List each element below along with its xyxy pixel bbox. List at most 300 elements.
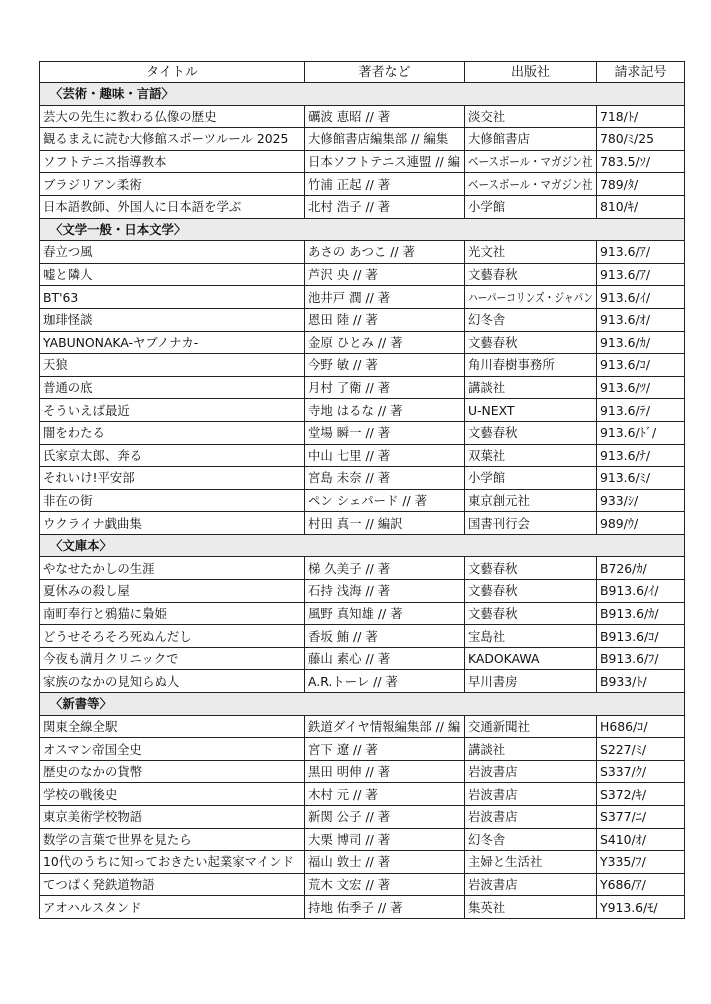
publisher-cell (465, 670, 597, 693)
call-number-cell (597, 173, 685, 196)
call-number-text: 913.6/ﾂ/ (600, 380, 651, 396)
call-number-cell (597, 421, 685, 444)
call-number-text: Y913.6/ﾓ/ (600, 899, 658, 915)
call-number-cell (597, 354, 685, 377)
table-row (40, 150, 685, 173)
call-number-text: B933/ﾄ/ (600, 673, 647, 689)
title-cell (40, 557, 305, 580)
publisher-cell (465, 150, 597, 173)
author-cell (305, 489, 465, 512)
section-name: 〈文学一般・日本文学〉 (40, 218, 685, 241)
author-text: 宮下 遼 // 著 (308, 741, 378, 757)
title-text: 今夜も満月クリニックで (43, 651, 179, 667)
header-publisher: 出版社 (465, 62, 597, 83)
publisher-cell (465, 647, 597, 670)
call-number-cell (597, 467, 685, 490)
table-row (40, 851, 685, 874)
author-cell (305, 806, 465, 829)
author-cell (305, 354, 465, 377)
author-cell (305, 421, 465, 444)
author-cell (305, 760, 465, 783)
author-text: 木村 元 // 著 (308, 786, 378, 802)
title-cell (40, 241, 305, 264)
title-text: ソフトテニス指導教本 (43, 154, 167, 170)
title-text: 氏家京太郎、奔る (43, 447, 143, 463)
call-number-text: 913.6/ｱ/ (600, 267, 651, 283)
title-cell (40, 602, 305, 625)
title-cell (40, 376, 305, 399)
call-number-cell (597, 195, 685, 218)
publisher-text: 文藝春秋 (468, 605, 518, 621)
title-text: それいけ!平安部 (43, 470, 135, 486)
title-text: 天狼 (43, 357, 68, 373)
publisher-cell (465, 580, 597, 603)
author-cell (305, 105, 465, 128)
author-text: 芦沢 央 // 著 (308, 267, 378, 283)
call-number-text: 913.6/ﾃ/ (600, 402, 651, 418)
title-text: YABUNONAKA-ヤブノナカ- (43, 334, 199, 350)
author-text: ペン シェパード // 著 (308, 492, 428, 508)
call-number-cell (597, 512, 685, 535)
call-number-cell (597, 625, 685, 648)
call-number-cell (597, 128, 685, 151)
publisher-cell (465, 512, 597, 535)
author-text: 石持 浅海 // 著 (308, 583, 391, 599)
author-cell (305, 670, 465, 693)
call-number-cell (597, 489, 685, 512)
publisher-cell (465, 241, 597, 264)
title-text: 珈琲怪談 (43, 312, 93, 328)
section-header-row (40, 218, 685, 241)
author-text: A.R.トーレ // 著 (308, 673, 398, 689)
table-row (40, 806, 685, 829)
publisher-text: 文藝春秋 (468, 267, 518, 283)
title-cell (40, 354, 305, 377)
title-cell (40, 331, 305, 354)
author-cell (305, 308, 465, 331)
title-cell (40, 399, 305, 422)
publisher-cell (465, 354, 597, 377)
author-text: 金原 ひとみ // 著 (308, 334, 403, 350)
call-number-cell (597, 263, 685, 286)
table-row (40, 399, 685, 422)
call-number-text: 913.6/ﾐ/ (600, 470, 651, 486)
table-row (40, 512, 685, 535)
author-cell (305, 444, 465, 467)
title-cell (40, 286, 305, 309)
title-text: アオハルスタンド (43, 899, 142, 915)
call-number-text: S227/ﾐ/ (600, 741, 647, 757)
section-header-row (40, 534, 685, 557)
title-cell (40, 715, 305, 738)
publisher-text: 国書刊行会 (468, 515, 530, 531)
table-row (40, 376, 685, 399)
publisher-text: 文藝春秋 (468, 425, 518, 441)
publisher-cell (465, 195, 597, 218)
author-cell (305, 647, 465, 670)
call-number-cell (597, 399, 685, 422)
author-text: 日本ソフトテニス連盟 // 編 (308, 154, 461, 170)
author-text: 中山 七里 // 著 (308, 447, 391, 463)
author-cell (305, 241, 465, 264)
call-number-text: S410/ｵ/ (600, 831, 647, 847)
publisher-cell (465, 489, 597, 512)
author-text: 梯 久美子 // 著 (308, 560, 391, 576)
table-row (40, 444, 685, 467)
publisher-text: 東京創元社 (468, 492, 530, 508)
publisher-cell (465, 625, 597, 648)
title-text: 闇をわたる (43, 425, 105, 441)
publisher-text: 主婦と生活社 (468, 854, 543, 870)
publisher-cell (465, 263, 597, 286)
title-text: 非在の街 (43, 492, 93, 508)
table-row (40, 354, 685, 377)
call-number-cell (597, 715, 685, 738)
title-text: 10代のうちに知っておきたい起業家マインド (43, 854, 294, 870)
title-cell (40, 851, 305, 874)
table-row (40, 421, 685, 444)
author-text: 大修館書店編集部 // 編集 (308, 131, 449, 147)
publisher-text: 岩波書店 (468, 809, 518, 825)
table-row (40, 128, 685, 151)
table-row (40, 173, 685, 196)
author-text: 村田 真一 // 編訳 (308, 515, 403, 531)
call-number-text: 933/ｼ/ (600, 492, 639, 508)
publisher-cell (465, 467, 597, 490)
publisher-text: 集英社 (468, 899, 506, 915)
author-cell (305, 715, 465, 738)
title-cell (40, 263, 305, 286)
call-number-cell (597, 851, 685, 874)
author-cell (305, 873, 465, 896)
publisher-cell (465, 873, 597, 896)
author-text: 荒木 文宏 // 著 (308, 877, 391, 893)
call-number-cell (597, 331, 685, 354)
call-number-cell (597, 760, 685, 783)
author-text: 寺地 はるな // 著 (308, 402, 403, 418)
publisher-text: 大修館書店 (468, 131, 530, 147)
author-text: 堂場 瞬一 // 著 (308, 425, 391, 441)
publisher-text: 小学館 (468, 470, 506, 486)
author-text: 宮島 未奈 // 著 (308, 470, 391, 486)
call-number-cell (597, 896, 685, 919)
author-cell (305, 557, 465, 580)
table-row (40, 286, 685, 309)
table-row (40, 715, 685, 738)
title-text: 関東全線全駅 (43, 718, 118, 734)
title-text: 数学の言葉で世界を見たら (43, 831, 192, 847)
title-text: そういえば最近 (43, 402, 130, 418)
title-text: 東京美術学校物語 (43, 809, 143, 825)
title-cell (40, 128, 305, 151)
call-number-text: 810/ｷ/ (600, 199, 639, 215)
publisher-text: 幻冬舎 (468, 831, 506, 847)
publisher-cell (465, 760, 597, 783)
call-number-cell (597, 806, 685, 829)
author-cell (305, 128, 465, 151)
publisher-cell (465, 105, 597, 128)
publisher-text: ベースボール・マガジン社 (468, 176, 593, 192)
call-number-cell (597, 783, 685, 806)
publisher-text: KADOKAWA (468, 651, 540, 667)
title-text: てつぱく発鉄道物語 (43, 877, 155, 893)
table-row (40, 738, 685, 761)
title-text: 南町奉行と鴉猫に梟姫 (43, 605, 167, 621)
title-text: オスマン帝国全史 (43, 741, 142, 757)
title-text: 日本語教師、外国人に日本語を学ぶ (43, 199, 242, 215)
call-number-cell (597, 150, 685, 173)
title-cell (40, 150, 305, 173)
call-number-cell (597, 828, 685, 851)
publisher-text: 講談社 (468, 741, 506, 757)
author-cell (305, 851, 465, 874)
author-cell (305, 783, 465, 806)
author-cell (305, 828, 465, 851)
section-header-row (40, 83, 685, 106)
author-cell (305, 150, 465, 173)
publisher-text: 講談社 (468, 380, 506, 396)
call-number-text: 913.6/ｺ/ (600, 357, 651, 373)
call-number-text: B913.6/ﾌ/ (600, 651, 659, 667)
call-number-cell (597, 376, 685, 399)
call-number-text: B913.6/ｶ/ (600, 605, 659, 621)
publisher-cell (465, 738, 597, 761)
publisher-text: ベースボール・マガジン社 (468, 154, 593, 170)
table-row (40, 331, 685, 354)
publisher-text: 文藝春秋 (468, 560, 518, 576)
author-text: 礪波 恵昭 // 著 (308, 108, 391, 124)
title-cell (40, 760, 305, 783)
publisher-cell (465, 331, 597, 354)
call-number-text: 718/ﾄ/ (600, 108, 639, 124)
call-number-text: S377/ﾆ/ (600, 809, 647, 825)
table-row (40, 467, 685, 490)
author-text: 藤山 素心 // 著 (308, 651, 391, 667)
publisher-cell (465, 421, 597, 444)
author-cell (305, 896, 465, 919)
table-row (40, 489, 685, 512)
header-title: タイトル (40, 62, 305, 83)
table-row (40, 195, 685, 218)
author-text: 風野 真知雄 // 著 (308, 605, 403, 621)
title-cell (40, 173, 305, 196)
call-number-text: 913.6/ﾄﾞ/ (600, 425, 657, 441)
author-cell (305, 399, 465, 422)
publisher-text: 岩波書店 (468, 786, 518, 802)
header-row (40, 62, 685, 83)
section-name: 〈芸術・趣味・言語〉 (40, 83, 685, 106)
section-header-row (40, 693, 685, 716)
title-cell (40, 105, 305, 128)
author-cell (305, 376, 465, 399)
table-row (40, 873, 685, 896)
call-number-text: 783.5/ｿ/ (600, 154, 651, 170)
author-text: 大栗 博司 // 著 (308, 831, 391, 847)
call-number-cell (597, 647, 685, 670)
title-cell (40, 195, 305, 218)
publisher-text: 光文社 (468, 244, 506, 260)
title-text: 学校の戦後史 (43, 786, 118, 802)
call-number-text: 913.6/ｲ/ (600, 289, 651, 305)
author-cell (305, 467, 465, 490)
author-text: 黒田 明伸 // 著 (308, 764, 391, 780)
title-text: 家族のなかの見知らぬ人 (43, 673, 180, 689)
publisher-cell (465, 286, 597, 309)
publisher-cell (465, 851, 597, 874)
table-row (40, 783, 685, 806)
table-row (40, 241, 685, 264)
title-cell (40, 806, 305, 829)
table-row (40, 670, 685, 693)
title-cell (40, 421, 305, 444)
title-cell (40, 670, 305, 693)
author-text: 香坂 鮪 // 著 (308, 628, 378, 644)
publisher-cell (465, 557, 597, 580)
publisher-cell (465, 602, 597, 625)
author-cell (305, 195, 465, 218)
publisher-cell (465, 399, 597, 422)
call-number-text: 789/ﾀ/ (600, 176, 639, 192)
call-number-text: 989/ｳ/ (600, 515, 639, 531)
book-list-table (39, 61, 685, 919)
publisher-cell (465, 376, 597, 399)
title-text: BT'63 (43, 289, 79, 305)
publisher-cell (465, 715, 597, 738)
section-name: 〈文庫本〉 (40, 534, 685, 557)
publisher-cell (465, 783, 597, 806)
title-cell (40, 783, 305, 806)
table-row (40, 602, 685, 625)
call-number-cell (597, 602, 685, 625)
call-number-text: Y335/ﾌ/ (600, 854, 646, 870)
call-number-text: S337/ｸ/ (600, 764, 647, 780)
title-cell (40, 308, 305, 331)
author-cell (305, 602, 465, 625)
author-text: 北村 浩子 // 著 (308, 199, 391, 215)
author-text: 鉄道ダイヤ情報編集部 // 編 (308, 718, 461, 734)
call-number-text: 913.6/ｵ/ (600, 312, 651, 328)
table-row (40, 647, 685, 670)
title-text: 観るまえに読む大修館スポーツルール 2025 (43, 131, 289, 147)
table-row (40, 308, 685, 331)
call-number-cell (597, 308, 685, 331)
title-cell (40, 647, 305, 670)
title-text: 芸大の先生に教わる仏像の歴史 (43, 108, 217, 124)
author-text: 恩田 陸 // 著 (308, 312, 378, 328)
publisher-text: 幻冬舎 (468, 312, 506, 328)
publisher-cell (465, 173, 597, 196)
title-cell (40, 828, 305, 851)
title-text: 春立つ風 (43, 244, 93, 260)
author-cell (305, 331, 465, 354)
publisher-cell (465, 806, 597, 829)
call-number-cell (597, 738, 685, 761)
author-text: 月村 了衛 // 著 (308, 380, 391, 396)
call-number-text: B913.6/ｲ/ (600, 583, 659, 599)
title-cell (40, 873, 305, 896)
author-cell (305, 286, 465, 309)
author-cell (305, 173, 465, 196)
call-number-text: 913.6/ｶ/ (600, 334, 651, 350)
author-cell (305, 738, 465, 761)
table-body (40, 83, 685, 919)
call-number-cell (597, 444, 685, 467)
publisher-text: U-NEXT (468, 402, 515, 418)
publisher-text: 早川書房 (468, 673, 518, 689)
title-cell (40, 625, 305, 648)
publisher-cell (465, 308, 597, 331)
table-row (40, 105, 685, 128)
title-cell (40, 467, 305, 490)
table-row (40, 828, 685, 851)
header-call-number: 請求記号 (597, 62, 685, 83)
publisher-cell (465, 828, 597, 851)
table-row (40, 760, 685, 783)
call-number-cell (597, 670, 685, 693)
call-number-text: 780/ﾐ/25 (600, 131, 654, 147)
author-cell (305, 625, 465, 648)
call-number-text: 913.6/ｱ/ (600, 244, 651, 260)
call-number-cell (597, 105, 685, 128)
publisher-text: 岩波書店 (468, 877, 518, 893)
publisher-cell (465, 128, 597, 151)
call-number-cell (597, 241, 685, 264)
call-number-cell (597, 580, 685, 603)
title-text: やなせたかしの生涯 (43, 560, 155, 576)
publisher-text: 文藝春秋 (468, 583, 518, 599)
call-number-text: B913.6/ｺ/ (600, 628, 659, 644)
publisher-text: 交通新聞社 (468, 718, 530, 734)
section-name: 〈新書等〉 (40, 693, 685, 716)
title-cell (40, 444, 305, 467)
publisher-text: 淡交社 (468, 108, 506, 124)
table-row (40, 263, 685, 286)
author-cell (305, 512, 465, 535)
publisher-text: 文藝春秋 (468, 334, 518, 350)
call-number-cell (597, 286, 685, 309)
call-number-cell (597, 557, 685, 580)
title-text: 歴史のなかの貨幣 (43, 764, 143, 780)
table-row (40, 896, 685, 919)
publisher-text: 岩波書店 (468, 764, 518, 780)
title-cell (40, 580, 305, 603)
table-row (40, 625, 685, 648)
table-row (40, 557, 685, 580)
title-cell (40, 512, 305, 535)
title-text: 夏休みの殺し屋 (43, 583, 130, 599)
call-number-text: S372/ｷ/ (600, 786, 647, 802)
title-text: 嘘と隣人 (43, 267, 93, 283)
author-text: あさの あつこ // 著 (308, 244, 415, 260)
author-text: 新関 公子 // 著 (308, 809, 391, 825)
title-cell (40, 896, 305, 919)
title-text: どうせそろそろ死ぬんだし (43, 628, 192, 644)
title-cell (40, 738, 305, 761)
call-number-text: 913.6/ﾅ/ (600, 447, 651, 463)
author-text: 池井戸 潤 // 著 (308, 289, 391, 305)
publisher-text: ハーパーコリンズ・ジャパン (468, 289, 593, 305)
publisher-text: 小学館 (468, 199, 506, 215)
call-number-text: B726/ｶ/ (600, 560, 647, 576)
author-cell (305, 263, 465, 286)
call-number-text: Y686/ｱ/ (600, 877, 646, 893)
publisher-cell (465, 896, 597, 919)
publisher-text: 双葉社 (468, 447, 506, 463)
author-text: 竹浦 正起 // 著 (308, 176, 391, 192)
author-text: 持地 佑季子 // 著 (308, 899, 403, 915)
author-text: 福山 敦士 // 著 (308, 854, 391, 870)
table-row (40, 580, 685, 603)
